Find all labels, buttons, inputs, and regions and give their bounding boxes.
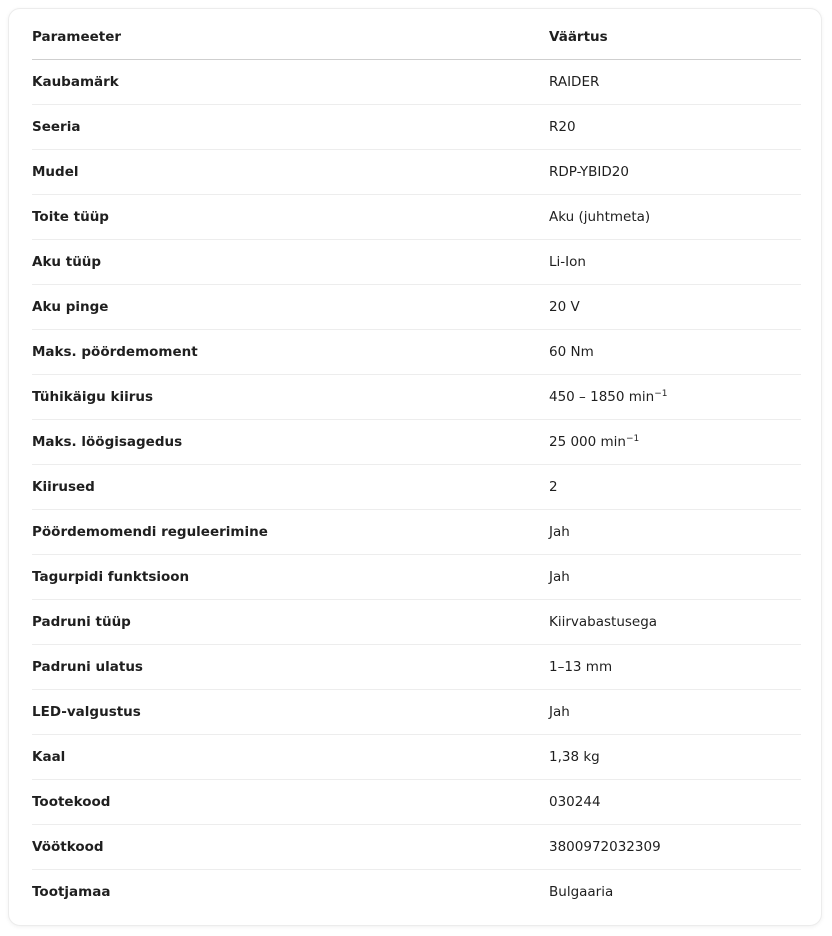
table-row xyxy=(32,105,801,150)
table-row xyxy=(32,600,801,645)
parameter-cell: Vöötkood xyxy=(32,825,549,870)
header-row xyxy=(32,15,801,60)
value-text: 3800972032309 xyxy=(549,839,661,855)
table-row xyxy=(32,375,801,420)
value-cell xyxy=(549,780,801,825)
parameter-cell: Mudel xyxy=(32,150,549,195)
table-row xyxy=(32,240,801,285)
value-cell xyxy=(549,105,801,150)
table-header xyxy=(32,15,801,60)
value-text: Aku (juhtmeta) xyxy=(549,209,651,225)
table-row xyxy=(32,330,801,375)
value-cell xyxy=(549,600,801,645)
value-cell xyxy=(549,195,801,240)
value-cell xyxy=(549,465,801,510)
table-row xyxy=(32,465,801,510)
unit-exponent: −1 xyxy=(626,434,640,444)
value-cell xyxy=(549,735,801,780)
value-text: Li-Ion xyxy=(549,254,586,270)
value-text: Jah xyxy=(549,569,570,585)
parameter-cell: Aku tüüp xyxy=(32,240,549,285)
value-text: 20 V xyxy=(549,299,580,315)
parameter-cell: Padruni tüüp xyxy=(32,600,549,645)
parameter-cell: Tühikäigu kiirus xyxy=(32,375,549,420)
value-cell xyxy=(549,555,801,600)
table-row xyxy=(32,735,801,780)
value-text: Bulgaaria xyxy=(549,884,614,900)
parameter-cell: Maks. pöördemoment xyxy=(32,330,549,375)
parameter-cell: Kaal xyxy=(32,735,549,780)
parameter-cell: LED-valgustus xyxy=(32,690,549,735)
value-text: RDP-YBID20 xyxy=(549,164,629,180)
value-text: 1–13 mm xyxy=(549,659,613,675)
table-body xyxy=(32,60,801,915)
parameter-cell: Kiirused xyxy=(32,465,549,510)
value-cell xyxy=(549,240,801,285)
value-text: RAIDER xyxy=(549,74,600,90)
parameter-cell: Tootekood xyxy=(32,780,549,825)
parameter-cell: Tootjamaa xyxy=(32,884,111,900)
column-header-parameter: Parameeter xyxy=(32,15,549,60)
parameter-cell: Maks. löögisagedus xyxy=(32,420,549,465)
table-row xyxy=(32,645,801,690)
value-cell xyxy=(549,825,801,870)
value-text: 1,38 kg xyxy=(549,749,600,765)
value-cell xyxy=(549,150,801,195)
column-header-value: Väärtus xyxy=(549,15,801,60)
value-text: Kiirvabastusega xyxy=(549,614,658,630)
specs-card xyxy=(8,8,822,926)
table-row xyxy=(32,420,801,465)
parameter-cell: Seeria xyxy=(32,105,549,150)
parameter-cell: Tagurpidi funktsioon xyxy=(32,555,549,600)
table-row xyxy=(32,555,801,600)
value-cell xyxy=(549,285,801,330)
value-text: 450 – 1850 min xyxy=(549,389,655,405)
value-text: Jah xyxy=(549,704,570,720)
table-row xyxy=(32,870,801,915)
parameter-cell: Kaubamärk xyxy=(32,60,549,105)
value-cell xyxy=(549,645,801,690)
value-cell xyxy=(549,375,801,420)
value-text: 60 Nm xyxy=(549,344,594,360)
value-text: 2 xyxy=(549,479,558,495)
parameter-cell: Pöördemomendi reguleerimine xyxy=(32,510,549,555)
unit-exponent: −1 xyxy=(654,389,668,399)
value-cell xyxy=(549,420,801,465)
value-text: R20 xyxy=(549,119,576,135)
table-row xyxy=(32,780,801,825)
value-text: Jah xyxy=(549,524,570,540)
value-cell xyxy=(549,330,801,375)
specs-table xyxy=(32,15,801,914)
parameter-cell: Aku pinge xyxy=(32,285,549,330)
value-text: 25 000 min xyxy=(549,434,626,450)
value-cell xyxy=(549,870,801,915)
table-row xyxy=(32,60,801,105)
parameter-cell: Padruni ulatus xyxy=(32,645,549,690)
value-cell xyxy=(549,60,801,105)
table-row xyxy=(32,150,801,195)
value-cell xyxy=(549,690,801,735)
table-row xyxy=(32,285,801,330)
value-text: 030244 xyxy=(549,794,601,810)
table-row xyxy=(32,195,801,240)
value-cell xyxy=(549,510,801,555)
table-row xyxy=(32,825,801,870)
table-row xyxy=(32,690,801,735)
table-row xyxy=(32,510,801,555)
parameter-cell: Toite tüüp xyxy=(32,195,549,240)
